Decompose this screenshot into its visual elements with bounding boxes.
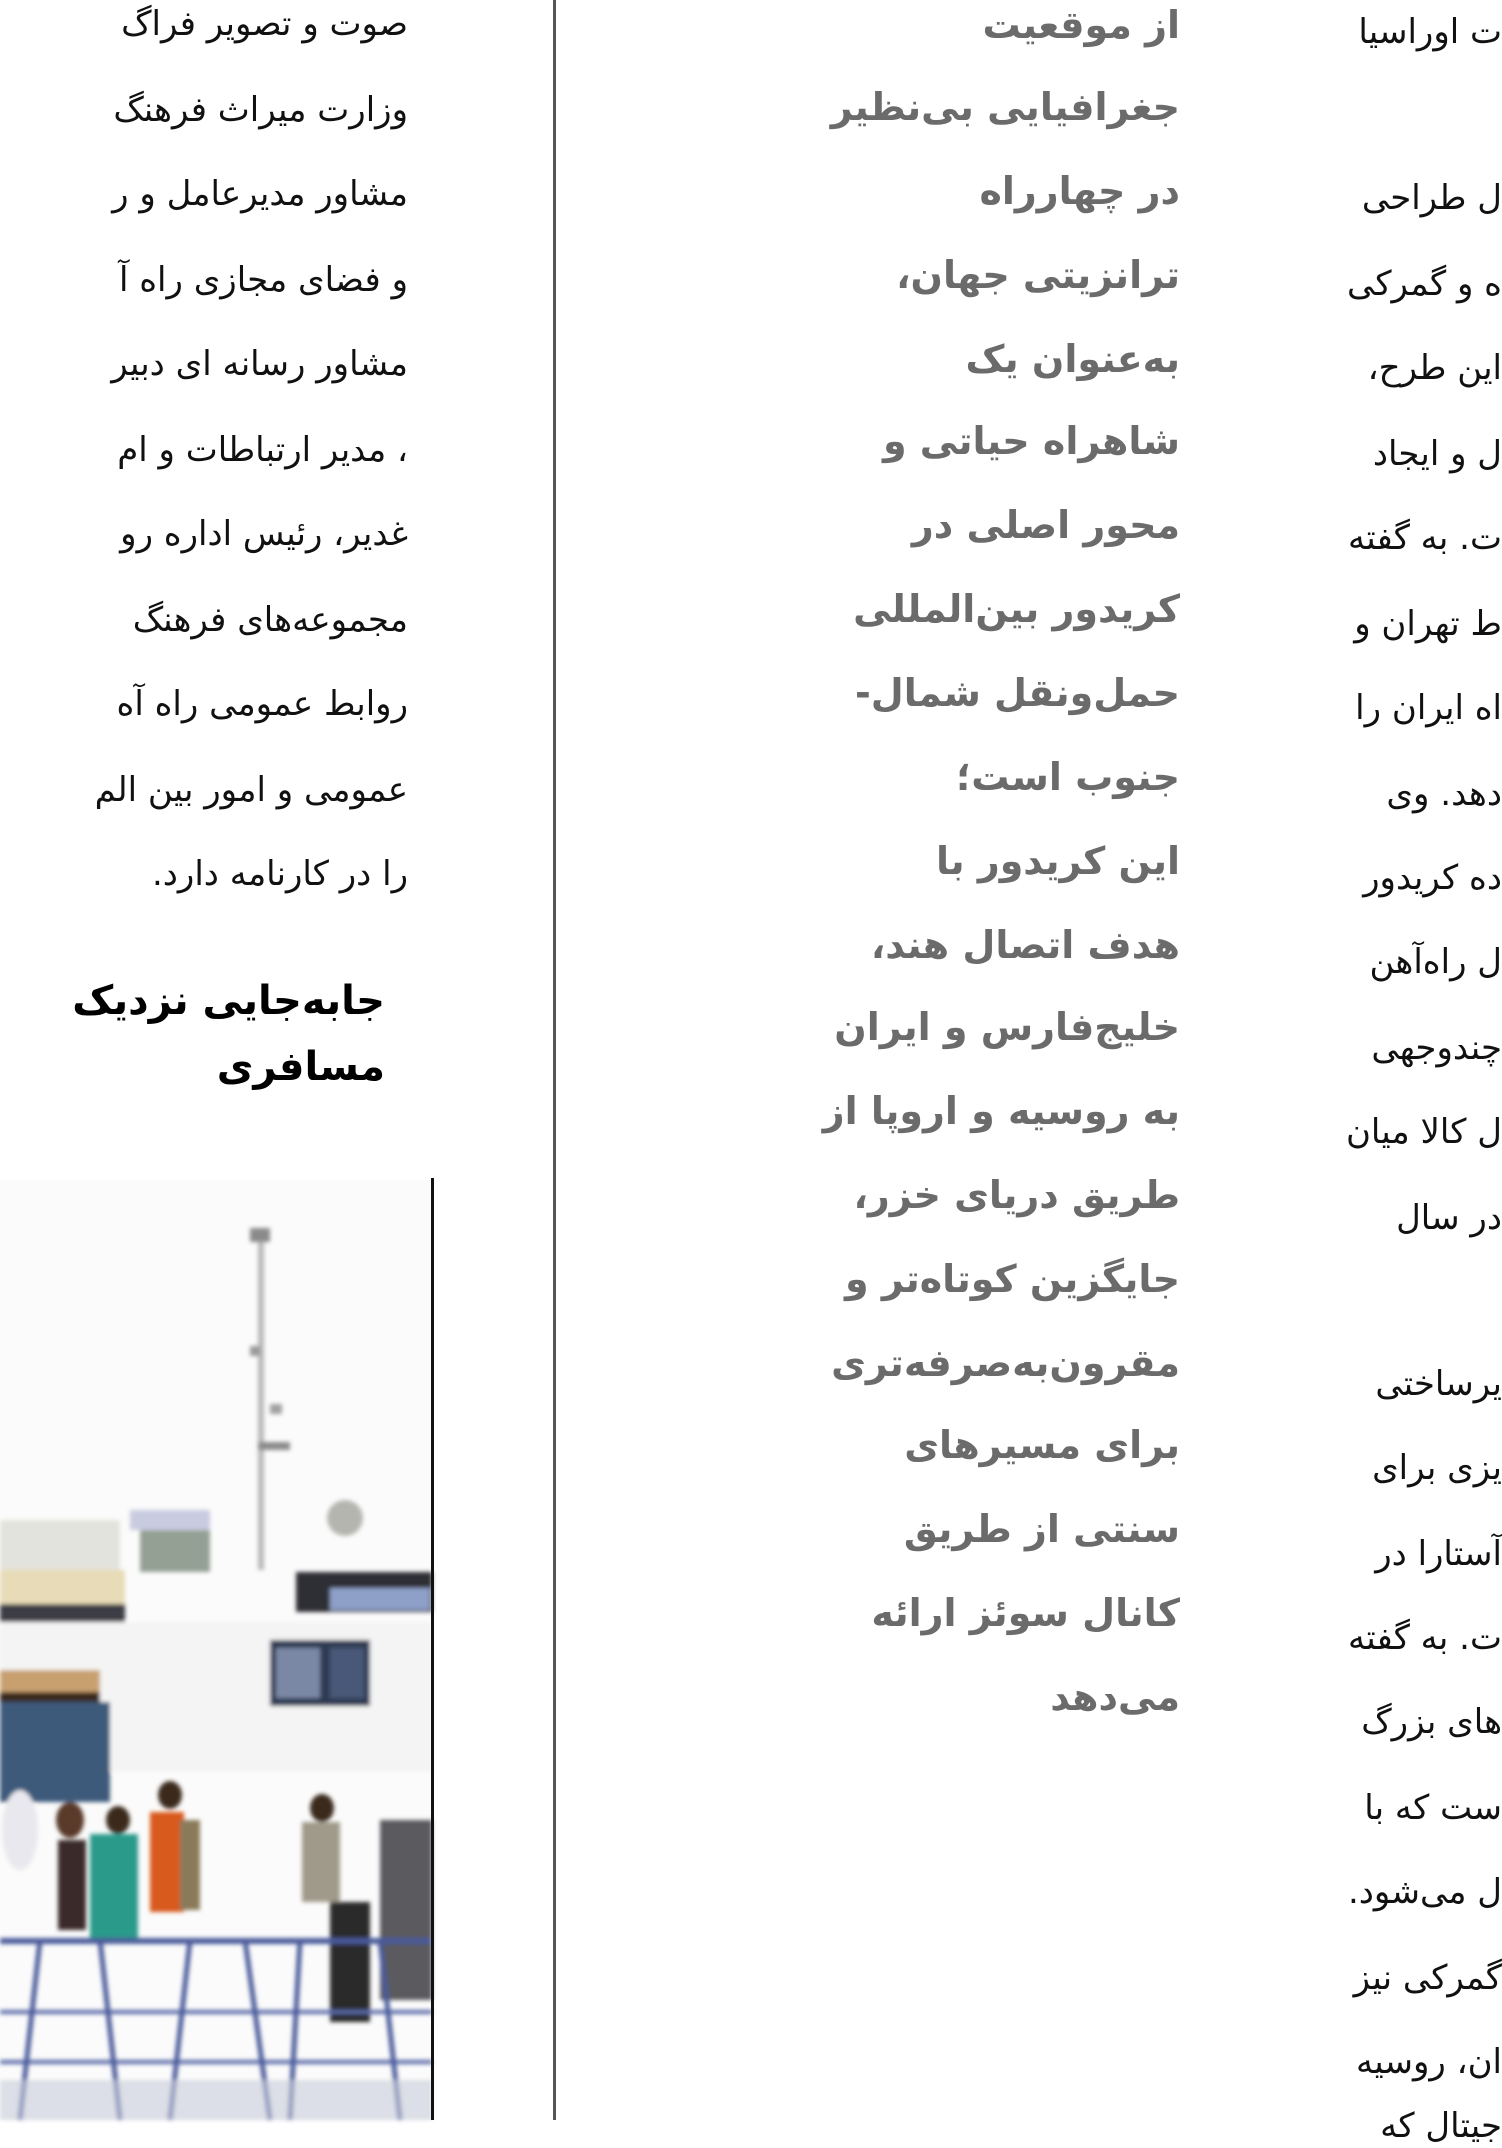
body-text-line: جیتال که xyxy=(1380,2106,1502,2146)
body-text-line: مجموعه‌های فرهنگ xyxy=(132,600,408,640)
pull-quote-line: جنوب است؛ xyxy=(956,755,1180,799)
body-text-line: عمومی و امور بین الم xyxy=(94,770,408,810)
pull-quote-line: می‌دهد xyxy=(1050,1675,1180,1719)
pull-quote-line: به‌عنوان یک xyxy=(965,337,1180,381)
column-divider xyxy=(553,0,556,2120)
pull-quote-line: شاهراه حیاتی و xyxy=(882,419,1180,463)
body-text-line: چندوجهی xyxy=(1371,1028,1502,1068)
pull-quote-line: برای مسیرهای xyxy=(904,1423,1180,1467)
body-text-line: یرساختی xyxy=(1375,1364,1502,1404)
body-text-line: غدیر، رئیس اداره رو xyxy=(120,514,408,554)
pull-quote-line: ترانزیتی جهان، xyxy=(896,253,1180,297)
body-text-line: ل راه‌آهن xyxy=(1369,942,1502,982)
pull-quote-line: سنتی از طریق xyxy=(903,1507,1180,1551)
pull-quote-line: طریق دریای خزر، xyxy=(853,1173,1180,1217)
body-text-line: و فضای مجازی راه آ xyxy=(118,260,408,300)
body-text-line: دهد. وی xyxy=(1386,774,1502,814)
body-text-line: ت. به گفته xyxy=(1348,518,1502,558)
pull-quote-line: این کریدور با xyxy=(936,839,1180,883)
photo-border-rule xyxy=(431,1178,434,2120)
body-text-line: های بزرگ xyxy=(1361,1702,1502,1742)
body-text-line: در سال xyxy=(1396,1198,1502,1238)
ferry-dock-photo xyxy=(0,1180,432,2120)
pull-quote-column xyxy=(560,0,1182,1760)
body-text-line: ت. به گفته xyxy=(1348,1618,1502,1658)
pull-quote-line: در چهارراه xyxy=(979,169,1180,213)
body-text-line: وزارت میراث فرهنگ xyxy=(113,90,408,130)
body-text-line: صوت و تصویر فراگ xyxy=(121,4,408,44)
body-text-line: ت اوراسیا xyxy=(1358,12,1502,52)
body-text-line: ان، روسیه xyxy=(1355,2042,1502,2082)
pull-quote-line: به روسیه و اروپا از xyxy=(822,1089,1180,1133)
body-text-line: مشاور رسانه ای دبیر xyxy=(111,344,408,384)
pull-quote-line: جغرافیایی بی‌نظیر xyxy=(830,85,1180,129)
body-text-line: گمرکی نیز xyxy=(1353,1958,1502,1998)
body-text-line: مشاور مدیرعامل و ر xyxy=(112,174,408,214)
pull-quote-line: هدف اتصال هند، xyxy=(870,923,1180,967)
body-text-line: ده کریدور xyxy=(1363,858,1502,898)
headline-line: جابه‌جایی نزدیک xyxy=(72,978,385,1024)
body-text-line: ل می‌شود. xyxy=(1347,1872,1502,1912)
body-text-line: ل طراحی xyxy=(1361,178,1502,218)
body-text-line: را در کارنامه دارد. xyxy=(151,854,408,894)
body-text-line: ل و ایجاد xyxy=(1372,434,1502,474)
body-text-line: روابط عمومی راه آه xyxy=(116,684,408,724)
pull-quote-line: کریدور بین‌المللی xyxy=(853,587,1180,631)
body-text-line: ه و گمرکی xyxy=(1347,264,1502,304)
pull-quote-line: جایگزین کوتاه‌تر و xyxy=(844,1257,1180,1301)
news-photo xyxy=(0,1180,432,2120)
body-text-line: ، مدیر ارتباطات و ام xyxy=(117,430,408,470)
left-article-column xyxy=(0,0,410,900)
body-text-line: ست که با xyxy=(1364,1788,1502,1828)
pull-quote-line: محور اصلی در xyxy=(911,503,1180,547)
body-text-line: این طرح، xyxy=(1367,348,1502,388)
article-headline xyxy=(0,975,385,1145)
pull-quote-line: مقرون‌به‌صرفه‌تری xyxy=(831,1341,1180,1385)
pull-quote-line: خلیج‌فارس و ایران xyxy=(834,1005,1180,1049)
pull-quote-line: از موقعیت xyxy=(982,3,1180,47)
body-text-line: آستارا در xyxy=(1375,1534,1502,1574)
pull-quote-line: کانال سوئز ارائه xyxy=(871,1591,1180,1635)
body-text-line: اه ایران را xyxy=(1355,688,1502,728)
body-text-line: ط تهران و xyxy=(1354,604,1502,644)
body-text-line: ل کالا میان xyxy=(1345,1112,1502,1152)
right-article-column xyxy=(1300,0,1502,2146)
headline-line: مسافری xyxy=(216,1044,385,1090)
body-text-line: یزی برای xyxy=(1372,1448,1502,1488)
pull-quote-line: حمل‌ونقل شمال- xyxy=(854,671,1180,715)
